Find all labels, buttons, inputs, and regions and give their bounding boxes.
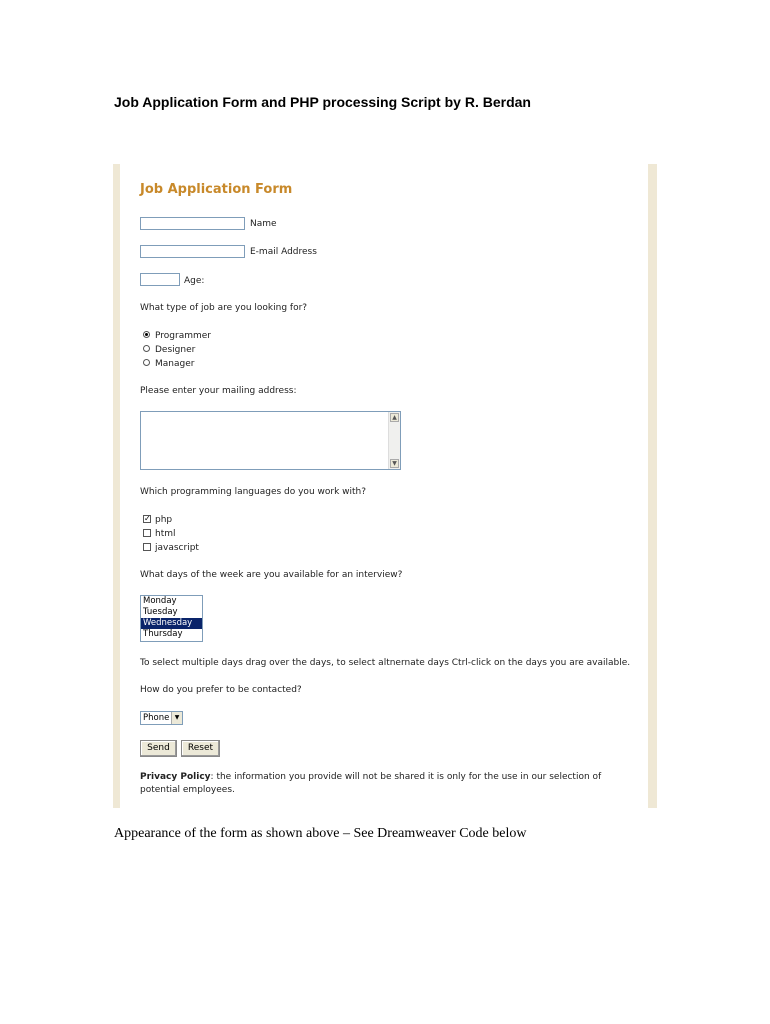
days-listbox[interactable] [140,595,203,642]
checkbox-javascript[interactable] [143,543,151,551]
contact-select[interactable] [140,711,183,725]
send-button[interactable]: Send [140,740,177,757]
privacy-policy-title: Privacy Policy [140,772,211,782]
days-hint: To select multiple days drag over the days, to select altnernate days Ctrl-click on the days you are available. [140,658,631,668]
job-question: What type of job are you looking for? [140,303,308,313]
radio-manager[interactable] [143,359,150,366]
chevron-down-icon[interactable]: ▼ [171,712,182,724]
document-caption: Appearance of the form as shown above – See Dreamweaver Code below [114,826,527,841]
radio-designer-label: Designer [155,345,196,355]
form-panel [120,164,648,808]
day-option-selected[interactable]: Wednesday [141,618,202,629]
name-label: Name [250,219,277,229]
day-option[interactable]: Monday [143,596,177,606]
age-label: Age: [184,276,205,286]
form-screenshot [113,164,657,808]
checkbox-html[interactable] [143,529,151,537]
privacy-policy-text: : the information you provide will not be shared it is only for the use in our selection of potential employees. [140,772,602,795]
languages-question: Which programming languages do you work with? [140,487,367,497]
radio-designer[interactable] [143,345,150,352]
checkbox-html-label: html [155,529,176,539]
textarea-scrollbar[interactable] [388,412,400,469]
scroll-down-icon[interactable]: ▼ [390,459,399,468]
radio-programmer[interactable] [143,331,150,338]
email-label: E-mail Address [250,247,317,257]
address-textarea[interactable] [140,411,401,470]
radio-programmer-label: Programmer [155,331,211,341]
form-heading: Job Application Form [140,182,293,197]
contact-question: How do you prefer to be contacted? [140,685,302,695]
checkbox-javascript-label: javascript [155,543,199,553]
email-input[interactable] [140,245,245,258]
age-input[interactable] [140,273,180,286]
reset-button[interactable]: Reset [181,740,220,757]
privacy-policy [140,771,630,797]
document-title: Job Application Form and PHP processing Script by R. Berdan [114,94,531,110]
day-option[interactable]: Tuesday [143,607,178,617]
days-question: What days of the week are you available for an interview? [140,570,403,580]
address-question: Please enter your mailing address: [140,386,297,396]
radio-manager-label: Manager [155,359,195,369]
scroll-up-icon[interactable]: ▲ [390,413,399,422]
name-input[interactable] [140,217,245,230]
contact-select-value: Phone [143,713,170,723]
checkbox-php-label: php [155,515,173,525]
checkbox-php[interactable]: ✓ [144,514,151,523]
day-option[interactable]: Thursday [143,629,183,639]
